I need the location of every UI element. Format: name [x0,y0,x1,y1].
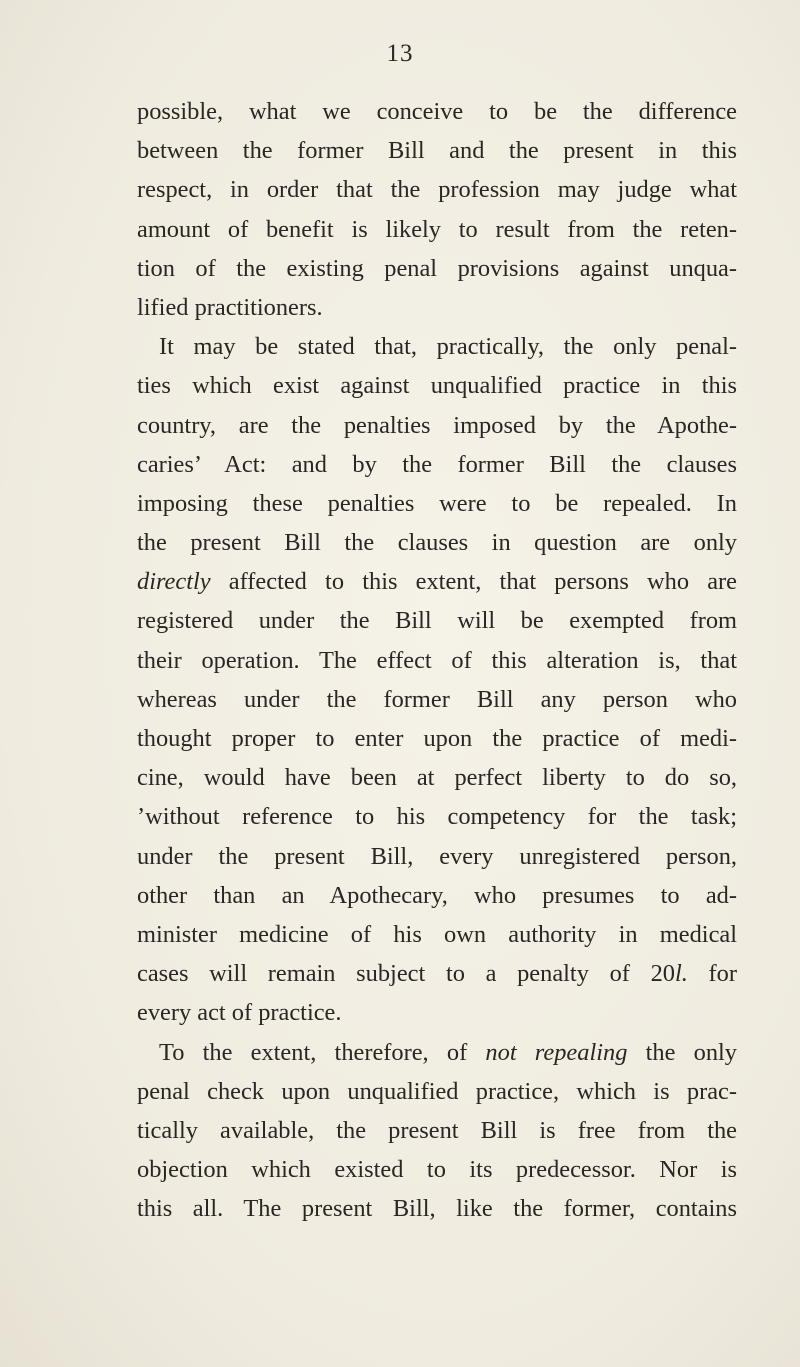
text-line: country, are the penalties imposed by the Apothe- [137,411,737,439]
text-span: for [687,960,737,988]
emphasis-text: not repealing [485,1038,628,1066]
text-line: every act of practice. [137,999,342,1027]
text-line: registered under the Bill will be exempted from [137,607,737,635]
text-line: thought proper to enter upon the practice of medi- [137,725,737,752]
page-number: 13 [386,40,414,67]
text-line [137,562,737,601]
emphasis-text: directly [137,568,211,596]
text-line: caries’ Act: and by the former Bill the clauses [137,450,737,478]
text-line: tion of the existing penal provisions against unqua- [137,254,737,282]
text-span: affected to this extent, that persons who are [210,568,737,596]
paragraph-penalties [137,327,737,1032]
text-line: respect, in order that the profession may judge what [137,176,737,204]
text-line: minister medicine of his own authority in medical [137,920,737,948]
body-text [137,92,737,1228]
text-line: whereas under the former Bill any person who [137,685,737,713]
text-line: imposing these penalties were to be repealed. In [137,489,737,517]
text-line: cine, would have been at perfect liberty to do so, [137,764,737,792]
text-line: amount of benefit is likely to result from the reten- [137,215,737,243]
paragraph-continued [137,92,737,327]
text-line [137,1033,737,1072]
text-line: It may be stated that, practically, the only penal- [159,333,737,361]
text-line: ties which exist against unqualified practice in this [137,372,737,400]
text-line: penal check upon unqualified practice, which is prac- [137,1077,737,1105]
text-line: the present Bill the clauses in question are only [137,529,737,557]
text-line: tically available, the present Bill is free from the [137,1116,737,1144]
text-line: possible, what we conceive to be the difference [137,98,737,125]
text-line: their operation. The effect of this alteration is, that [137,646,737,674]
text-line: objection which existed to its predecessor. Nor is [137,1156,737,1184]
text-span: cases will remain subject to a penalty of 20 [137,960,675,988]
text-span: the only [627,1038,737,1066]
emphasis-text: l. [674,960,688,988]
text-line: under the present Bill, every unregistered person, [137,842,737,870]
text-line: between the former Bill and the present in this [137,137,737,165]
text-span: To the extent, therefore, of [159,1038,486,1066]
text-line [137,954,737,993]
text-line: this all. The present Bill, like the former, contains [137,1195,737,1223]
text-line: lified practitioners. [137,293,323,321]
text-line: other than an Apothecary, who presumes to ad- [137,881,737,909]
paragraph-conclusion [137,1033,737,1229]
text-line: ʼwithout reference to his competency for the task; [137,803,737,831]
